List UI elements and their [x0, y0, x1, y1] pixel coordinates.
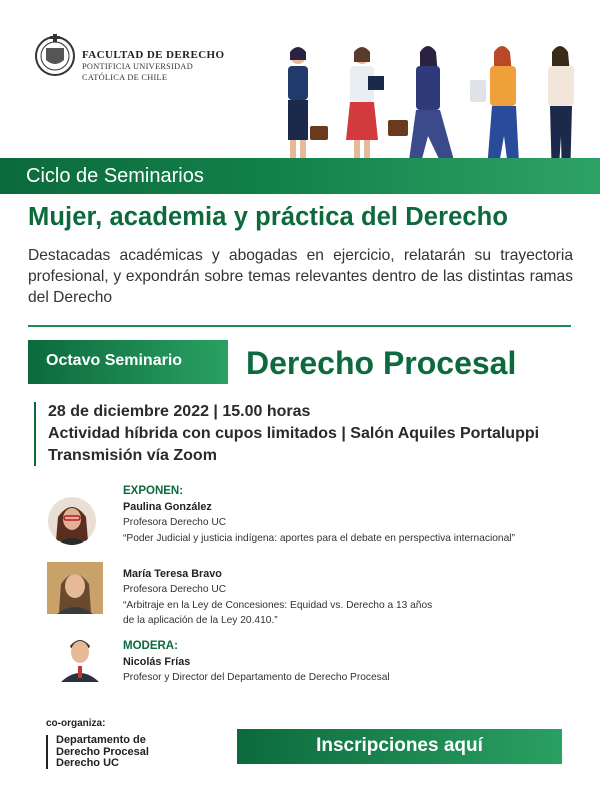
event-title: Mujer, academia y práctica del Derecho	[28, 203, 509, 231]
series-label: Ciclo de Seminarios	[26, 165, 204, 187]
divider	[28, 325, 571, 327]
speaker-1-title: Profesora Derecho UC	[123, 517, 227, 528]
streaming-info: Transmisión vía Zoom	[48, 447, 217, 464]
speaker-2-topic-line-1: “Arbitraje en la Ley de Concesiones: Equidad vs. Derecho a 13 años	[123, 600, 433, 611]
speaker-1-avatar	[48, 497, 96, 545]
moderator-title: Profesor y Director del Departamento de Derecho Procesal	[123, 672, 390, 683]
seminar-topic: Derecho Procesal	[246, 345, 517, 381]
speaker-2-name: María Teresa Bravo	[123, 568, 222, 580]
department-line-1: Departamento de	[56, 734, 146, 746]
department-line-3: Derecho UC	[56, 757, 119, 769]
logo-line-2: PONTIFICIA UNIVERSIDAD	[82, 62, 194, 71]
moderator-avatar	[57, 630, 103, 682]
exponen-label: EXPONEN:	[123, 485, 184, 497]
logo-line-3: CATÓLICA DE CHILE	[82, 73, 168, 82]
faculty-logo-text	[82, 50, 224, 83]
department-line-2: Derecho Procesal	[56, 745, 149, 758]
department-name	[56, 735, 149, 770]
seminar-badge-label: Octavo Seminario	[46, 352, 183, 369]
registration-button-label[interactable]: Inscripciones aquí	[316, 735, 483, 756]
event-description: Destacadas académicas y abogadas en ejercicio, relatarán su trayectoria profesional, y expondrán sobre temas relevantes dentro de las distintas ramas del Derecho	[28, 247, 573, 306]
speaker-1-name: Paulina González	[123, 501, 212, 513]
speaker-2-topic-line-2: de la aplicación de la Ley 20.410.”	[123, 615, 278, 626]
moderator-name: Nicolás Frías	[123, 656, 191, 668]
date-time: 28 de diciembre 2022 | 15.00 horas	[48, 403, 311, 420]
logo-line-1: FACULTAD DE DERECHO	[82, 49, 225, 61]
speaker-2-title: Profesora Derecho UC	[123, 584, 227, 595]
modera-label: MODERA:	[123, 640, 178, 652]
university-seal-logo	[34, 30, 76, 82]
coorganiza-label: co-organiza:	[46, 718, 106, 729]
modality: Actividad híbrida con cupos limitados | Salón Aquiles Portaluppi	[48, 425, 540, 442]
speaker-1-topic: “Poder Judicial y justicia indígena: aportes para el debate en perspectiva internacional”	[123, 533, 515, 544]
speaker-2-avatar	[47, 562, 103, 614]
info-accent-bar	[34, 402, 36, 466]
footer-accent-bar	[46, 735, 48, 769]
